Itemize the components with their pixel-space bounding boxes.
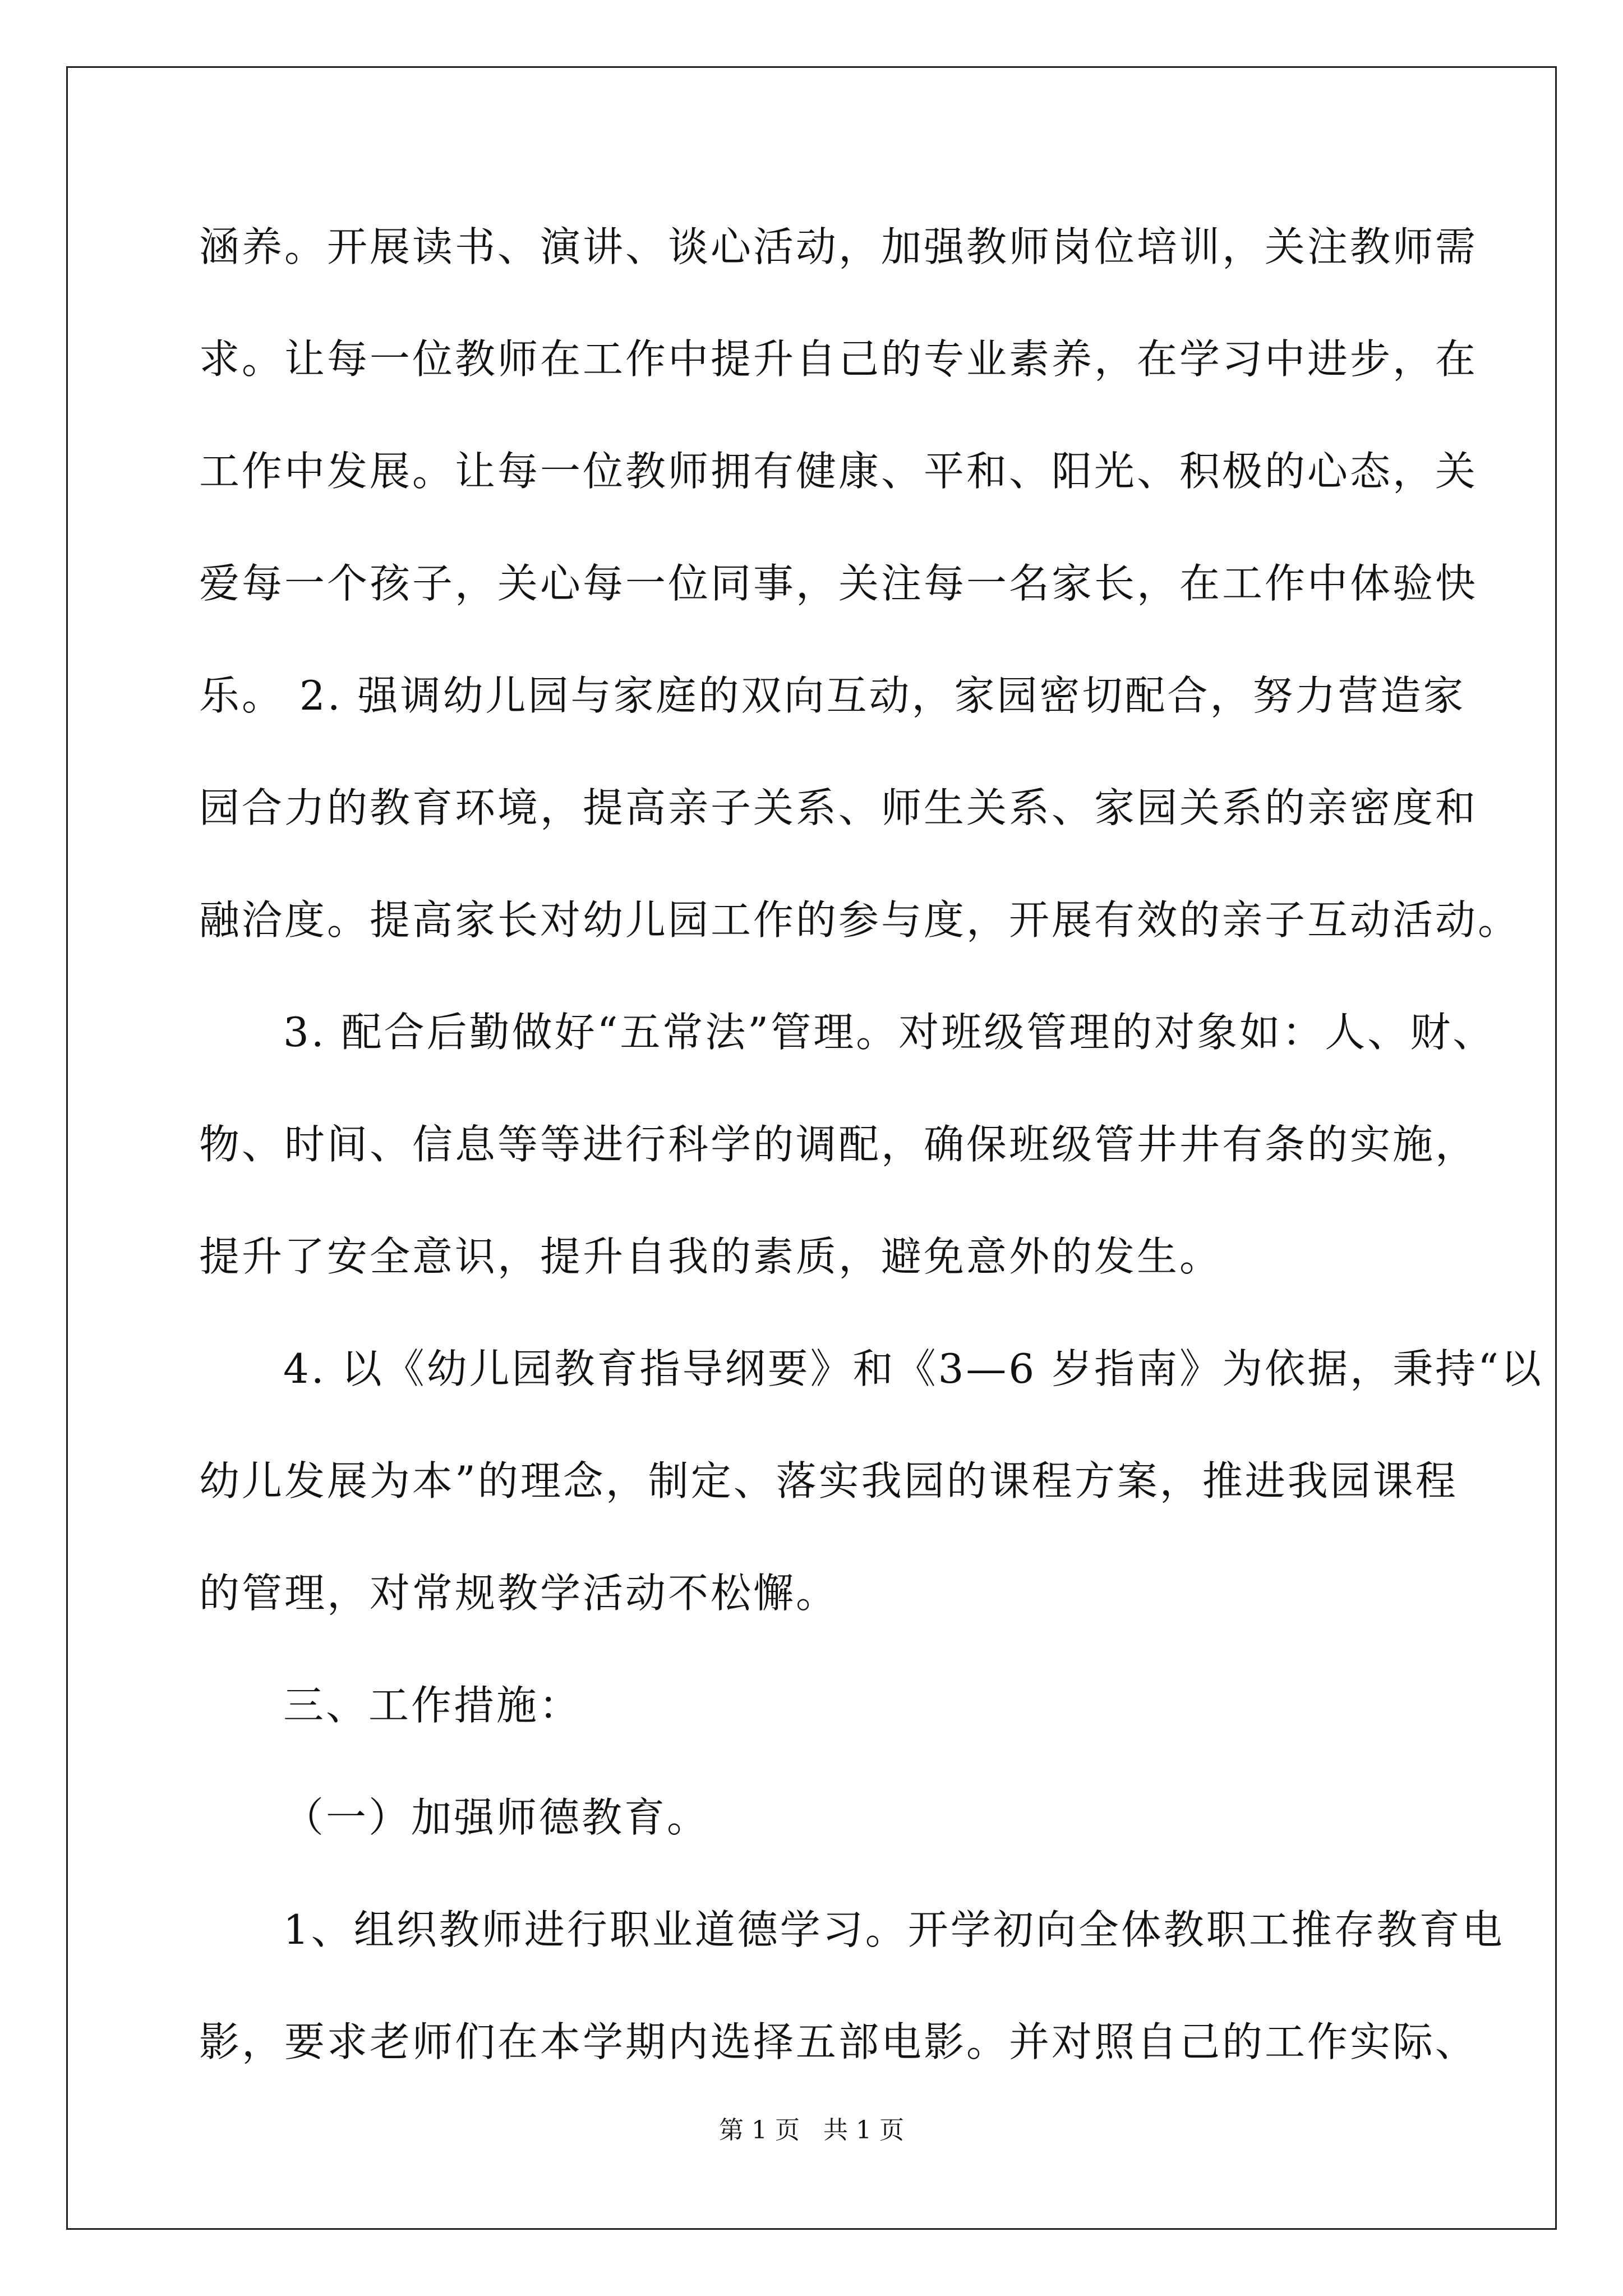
paragraph-line: 工作中发展。让每一位教师拥有健康、平和、阳光、积极的心态，关 <box>199 448 1478 495</box>
subsection-heading: （一）加强师德教育。 <box>283 1794 710 1841</box>
page-footer <box>0 2114 1623 2147</box>
paragraph-line: 求。让每一位教师在工作中提升自己的专业素养，在学习中进步，在 <box>199 335 1478 383</box>
section-heading: 三、工作措施： <box>283 1682 582 1729</box>
paragraph-line: 乐。 2. 强调幼儿园与家庭的双向互动，家园密切配合，努力营造家 <box>199 672 1466 719</box>
paragraph-line: 提升了安全意识，提升自我的素质，避免意外的发生。 <box>199 1233 1223 1280</box>
paragraph-line: 4. 以《幼儿园教育指导纲要》和《3—6 岁指南》为依据，秉持“以 <box>283 1345 1543 1392</box>
paragraph-line: 融洽度。提高家长对幼儿园工作的参与度，开展有效的亲子互动活动。 <box>199 896 1521 944</box>
paragraph-line: 爱每一个孩子，关心每一位同事，关注每一名家长，在工作中体验快 <box>199 560 1478 607</box>
page-total: 共 1 页 <box>823 2116 904 2145</box>
page-number: 第 1 页 <box>719 2116 800 2145</box>
paragraph-line: 物、时间、信息等等进行科学的调配，确保班级管井井有条的实施， <box>199 1121 1478 1168</box>
paragraph-line: 涵养。开展读书、演讲、谈心活动，加强教师岗位培训，关注教师需 <box>199 223 1478 270</box>
paragraph-line: 幼儿发展为本”的理念，制定、落实我园的课程方案，推进我园课程 <box>199 1457 1458 1504</box>
paragraph-line: 影，要求老师们在本学期内选择五部电影。并对照自己的工作实际、 <box>199 2018 1478 2065</box>
paragraph-line: 园合力的教育环境，提高亲子关系、师生关系、家园关系的亲密度和 <box>199 784 1478 831</box>
paragraph-line: 的管理，对常规教学活动不松懈。 <box>199 1570 839 1617</box>
paragraph-line: 1、组织教师进行职业道德学习。开学初向全体教职工推存教育电 <box>283 1906 1505 1953</box>
paragraph-line: 3. 配合后勤做好“五常法”管理。对班级管理的对象如：人、财、 <box>283 1009 1496 1056</box>
